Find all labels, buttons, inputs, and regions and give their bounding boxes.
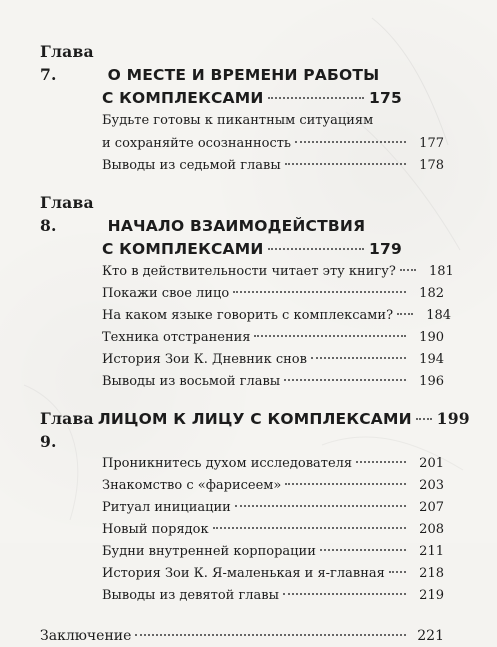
chapter-8-entry-2-text: Покажи свое лицо xyxy=(102,286,230,301)
chapter-9-entry-7-text: Выводы из девятой главы xyxy=(102,588,279,603)
chapter-8-entry-3-leader-dots xyxy=(397,313,413,315)
chapter-8-entry-2-page-number: 182 xyxy=(419,286,444,301)
chapter-8-title-line-1 xyxy=(40,191,444,238)
chapter-8-entry-2 xyxy=(102,283,444,305)
chapter-9-entry-1-page-number: 201 xyxy=(419,456,444,471)
chapter-8 xyxy=(40,191,454,393)
chapter-8-entry-6 xyxy=(102,371,444,393)
chapter-9-entry-4-page-number: 208 xyxy=(419,522,444,537)
chapter-7-entry-1-page-number: 177 xyxy=(419,136,444,151)
chapter-9-entry-5-text: Будни внутренней корпорации xyxy=(102,544,316,559)
chapter-9-entry-3-leader-dots xyxy=(235,505,406,507)
chapter-7-page-number: 175 xyxy=(369,89,402,107)
chapter-7-entry-1-leader-dots xyxy=(295,141,406,143)
chapter-9-entry-5-leader-dots xyxy=(320,549,406,551)
conclusion-text: Заключение xyxy=(40,628,132,644)
chapter-8-entry-4-leader-dots xyxy=(254,335,406,337)
chapter-9-entry-5 xyxy=(102,541,444,563)
chapter-8-entry-1-page-number: 181 xyxy=(429,264,454,279)
chapter-9-entry-5-page-number: 211 xyxy=(419,544,444,559)
chapter-7-title-line-1 xyxy=(40,40,444,87)
chapter-9-entry-4-text: Новый порядок xyxy=(102,522,209,537)
chapter-7-entry-2-text: Выводы из седьмой главы xyxy=(102,158,281,173)
chapter-8-entry-4-page-number: 190 xyxy=(419,330,444,345)
chapter-8-entry-3-page-number: 184 xyxy=(426,308,452,323)
chapter-8-leader-dots xyxy=(268,248,364,250)
chapter-9-entry-3 xyxy=(102,497,444,519)
chapter-8-title-line-2 xyxy=(102,238,444,261)
chapter-9-label: Глава 9. xyxy=(40,409,94,451)
chapter-9-title: ЛИЦОМ К ЛИЦУ С КОМПЛЕКСАМИ xyxy=(97,410,412,428)
chapter-9-entry-4-leader-dots xyxy=(213,527,406,529)
chapter-9 xyxy=(40,407,470,607)
chapter-9-entry-2-leader-dots xyxy=(285,483,406,485)
chapter-7-entry-1-line-2 xyxy=(102,132,444,155)
chapter-8-entry-4 xyxy=(102,327,444,349)
chapter-8-entry-5 xyxy=(102,349,444,371)
chapter-8-entry-5-page-number: 194 xyxy=(419,352,444,367)
chapter-7-entry-2 xyxy=(102,155,444,177)
chapter-8-page-number: 179 xyxy=(369,240,402,258)
conclusion-leader-dots xyxy=(135,634,406,636)
chapter-9-entry-2-page-number: 203 xyxy=(419,478,444,493)
chapter-7-entry-1-line-2-text: и сохраняйте осознанность xyxy=(102,136,292,151)
chapter-8-entry-3 xyxy=(102,305,452,327)
chapter-9-entry-3-text: Ритуал инициации xyxy=(102,500,231,515)
table-of-contents xyxy=(40,40,470,647)
chapter-9-entry-6-text: История Зои К. Я-маленькая и я-главная xyxy=(102,566,385,581)
chapter-8-entry-6-page-number: 196 xyxy=(419,374,444,389)
chapter-9-entry-7-leader-dots xyxy=(283,593,406,595)
chapter-9-page-number: 199 xyxy=(436,409,470,428)
chapter-7-label: Глава 7. xyxy=(40,42,94,84)
chapter-9-entry-6 xyxy=(102,563,444,585)
chapter-8-entry-1-text: Кто в действительности читает эту книгу? xyxy=(102,264,396,279)
chapter-7-entry-1 xyxy=(102,110,444,155)
conclusion-page-number: 221 xyxy=(417,628,444,644)
chapter-9-entry-2 xyxy=(102,475,444,497)
chapter-8-entry-3-text: На каком языке говорить с комплексами? xyxy=(102,308,394,323)
chapter-7-entry-2-page-number: 178 xyxy=(419,158,444,173)
chapter-9-entry-1 xyxy=(102,453,444,475)
chapter-9-entry-7 xyxy=(102,585,444,607)
chapter-8-entry-6-leader-dots xyxy=(284,379,406,381)
chapter-7-title: О МЕСТЕ И ВРЕМЕНИ РАБОТЫ xyxy=(107,66,380,84)
chapter-9-entry-6-page-number: 218 xyxy=(419,566,444,581)
chapter-7-title-line-2 xyxy=(102,87,444,110)
chapter-8-entry-5-text: История Зои К. Дневник снов xyxy=(102,352,307,367)
chapter-9-entry-6-leader-dots xyxy=(389,571,406,573)
chapter-9-entry-1-text: Проникнитесь духом исследователя xyxy=(102,456,353,471)
chapter-9-entry-3-page-number: 207 xyxy=(419,500,444,515)
chapter-9-entry-7-page-number: 219 xyxy=(419,588,444,603)
chapter-7-entry-1-line-1: Будьте готовы к пикантным ситуациям xyxy=(102,113,374,128)
chapter-9-title-line xyxy=(40,407,470,453)
chapter-7-entry-2-leader-dots xyxy=(285,163,406,165)
chapter-9-entry-4 xyxy=(102,519,444,541)
chapter-7-leader-dots xyxy=(268,97,364,99)
chapter-9-leader-dots xyxy=(416,418,432,420)
chapter-9-entry-1-leader-dots xyxy=(356,461,406,463)
chapter-8-entry-2-leader-dots xyxy=(233,291,406,293)
chapter-8-entry-1 xyxy=(102,261,454,283)
chapter-8-title: НАЧАЛО ВЗАИМОДЕЙСТВИЯ xyxy=(107,217,366,235)
conclusion-entry xyxy=(40,625,444,647)
chapter-9-entry-2-text: Знакомство с «фарисеем» xyxy=(102,478,282,493)
chapter-8-entry-6-text: Выводы из восьмой главы xyxy=(102,374,281,389)
chapter-7 xyxy=(40,40,444,177)
chapter-8-entry-5-leader-dots xyxy=(311,357,406,359)
chapter-7-title-continuation: С КОМПЛЕКСАМИ xyxy=(102,89,264,107)
chapter-8-title-continuation: С КОМПЛЕКСАМИ xyxy=(102,240,264,258)
chapter-8-entry-4-text: Техника отстранения xyxy=(102,330,251,345)
chapter-8-label: Глава 8. xyxy=(40,193,94,235)
chapter-8-entry-1-leader-dots xyxy=(400,269,416,271)
